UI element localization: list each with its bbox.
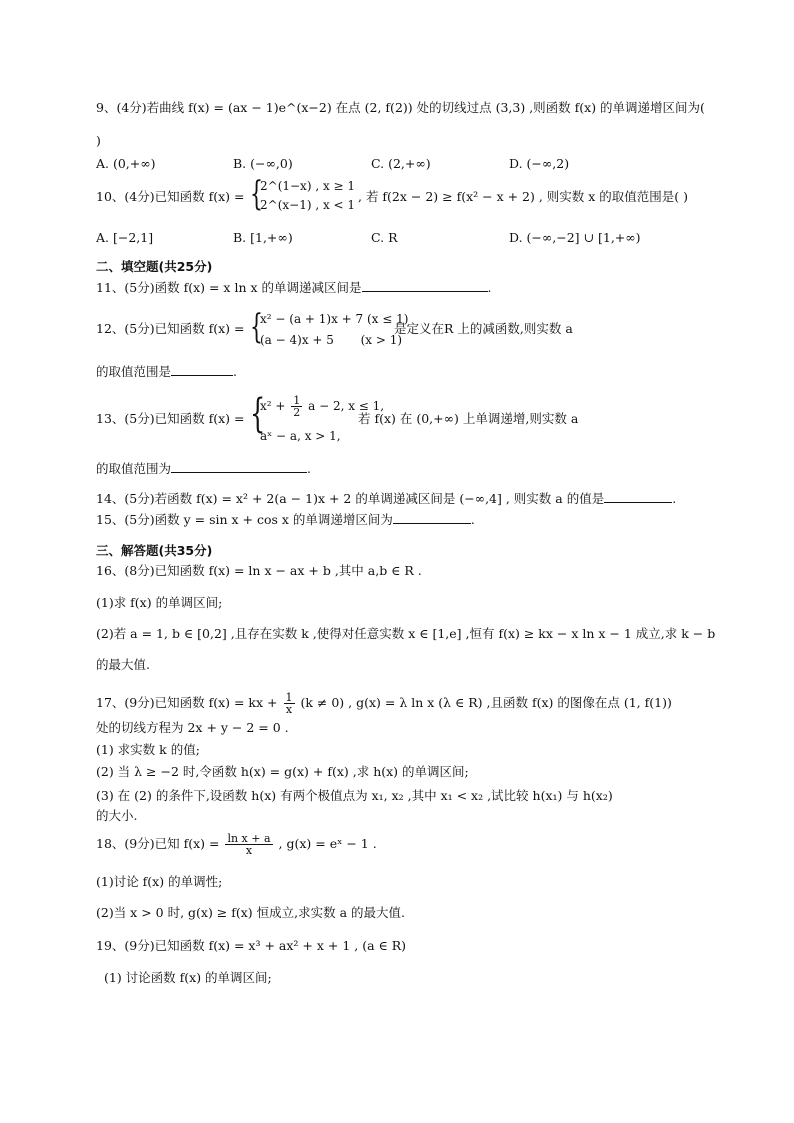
q13-end: . — [307, 461, 311, 476]
q10-option-d: D. (−∞,−2] ∪ [1,+∞) — [509, 230, 641, 245]
q11-answer-blank[interactable] — [362, 279, 488, 292]
q13-line2 — [96, 460, 311, 478]
q13-case1-pre: x² + — [260, 399, 286, 413]
q12-case1: x² − (a + 1)x + 7 (x ≤ 1) — [260, 312, 409, 326]
q12-prefix: 12、(5分)已知函数 f(x) = — [96, 321, 245, 336]
q12-suffix: 是定义在R 上的减函数,则实数 a — [394, 321, 573, 336]
q11-text: 11、(5分)函数 f(x) = x ln x 的单调递减区间是 — [96, 280, 362, 295]
q10-option-b: B. [1,+∞) — [233, 230, 293, 245]
q9-stem: 9、(4分)若曲线 f(x) = (ax − 1)e^(x−2) 在点 (2, f(2)) 处的切线过点 (3,3) ,则函数 f(x) 的单调递增区间为( — [96, 100, 705, 115]
q18-part1: (1)讨论 f(x) 的单调性; — [96, 874, 223, 889]
q13-brace: { — [250, 391, 266, 437]
q10-brace: { — [250, 174, 263, 214]
q13-frac-den: 2 — [293, 406, 301, 419]
q17-part3: (3) 在 (2) 的条件下,设函数 h(x) 有两个极值点为 x₁, x₂ ,其中 x₁ < x₂ ,试比较 h(x₁) 与 h(x₂) — [96, 788, 613, 803]
q17-part1: (1) 求实数 k 的值; — [96, 742, 200, 757]
q18-part2: (2)当 x > 0 时, g(x) ≥ f(x) 恒成立,求实数 a 的最大值. — [96, 905, 405, 920]
q19-stem: 19、(9分)已知函数 f(x) = x³ + ax² + x + 1 , (a ∈ R) — [96, 938, 407, 953]
q14-text: 14、(5分)若函数 f(x) = x² + 2(a − 1)x + 2 的单调递减区间是 (−∞,4] , 则实数 a 的值是 — [96, 491, 605, 506]
q15-answer-blank[interactable] — [393, 511, 471, 524]
section-fill-blank-heading: 二、填空题(共25分) — [96, 259, 213, 274]
q18-frac-den: x — [245, 844, 253, 857]
q14 — [96, 490, 676, 508]
q17-part2: (2) 当 λ ≥ −2 时,令函数 h(x) = g(x) + f(x) ,求 h(x) 的单调区间; — [96, 764, 469, 779]
q13-case1-fraction — [291, 395, 302, 418]
q15-end: . — [470, 512, 475, 527]
q16-part2-cont: 的最大值. — [96, 657, 150, 672]
q10-suffix: , 若 f(2x − 2) ≥ f(x² − x + 2) , 则实数 x 的取值范围是( ) — [358, 189, 689, 204]
q15-text: 15、(5分)函数 y = sin x + cos x 的单调递增区间为 — [96, 512, 393, 527]
q10-prefix: 10、(4分)已知函数 f(x) = — [96, 189, 245, 204]
section-answer-heading: 三、解答题(共35分) — [96, 543, 213, 558]
q10-option-c: C. R — [371, 230, 398, 245]
q16-part1: (1)求 f(x) 的单调区间; — [96, 595, 223, 610]
q17-frac-num: 1 — [285, 691, 293, 704]
q12-end: . — [233, 364, 237, 379]
q18-stem-post: , g(x) = eˣ − 1 . — [278, 836, 377, 851]
q18-stem-pre: 18、(9分)已知 f(x) = — [96, 836, 220, 851]
q13-prefix: 13、(5分)已知函数 f(x) = — [96, 411, 245, 426]
q13-frac-num: 1 — [293, 394, 301, 407]
q17-stem — [96, 692, 672, 715]
q12-line2-text: 的取值范围是 — [96, 364, 172, 379]
q18-fraction — [225, 833, 272, 856]
q11 — [96, 279, 492, 297]
q18-stem — [96, 833, 377, 856]
q9-stem-tail: ) — [96, 133, 101, 148]
q13-answer-blank[interactable] — [171, 460, 307, 473]
q14-end: . — [672, 491, 677, 506]
q13-case2: aˣ − a, x > 1, — [260, 429, 341, 443]
q17-stem-post: (k ≠ 0) , g(x) = λ ln x (λ ∈ R) ,且函数 f(x) 的图像在点 (1, f(1)) — [300, 695, 672, 710]
q19-part1: (1) 讨论函数 f(x) 的单调区间; — [104, 970, 272, 985]
q17-stem-pre: 17、(9分)已知函数 f(x) = kx + — [96, 695, 278, 710]
q9-option-c: C. (2,+∞) — [371, 156, 431, 171]
q10-option-a: A. [−2,1] — [96, 230, 154, 245]
q9-option-d: D. (−∞,2) — [509, 156, 570, 171]
q17-frac-den: x — [285, 703, 293, 716]
q13-suffix: 若 f(x) 在 (0,+∞) 上单调递增,则实数 a — [358, 411, 579, 426]
q9-option-a: A. (0,+∞) — [96, 156, 156, 171]
q18-frac-num: ln x + a — [227, 832, 271, 845]
q12-brace: { — [250, 307, 263, 347]
q9-option-b: B. (−∞,0) — [233, 156, 293, 171]
q10-case2: 2^(x−1) , x < 1 — [260, 198, 356, 212]
q17-part3-cont: 的大小. — [96, 808, 138, 823]
q13-line2-text: 的取值范围为 — [96, 461, 172, 476]
q12-answer-blank[interactable] — [171, 363, 233, 376]
q16-stem: 16、(8分)已知函数 f(x) = ln x − ax + b ,其中 a,b ∈ R . — [96, 563, 422, 578]
q17-fraction — [284, 692, 295, 715]
q16-part2: (2)若 a = 1, b ∈ [0,2] ,且存在实数 k ,使得对任意实数 x ∈ [1,e] ,恒有 f(x) ≥ kx − x ln x − 1 成立,求 k − b — [96, 626, 716, 641]
q17-stem2: 处的切线方程为 2x + y − 2 = 0 . — [96, 720, 289, 735]
q11-end: . — [487, 280, 492, 295]
q14-answer-blank[interactable] — [604, 490, 672, 503]
q13-case1-post: a − 2, x ≤ 1, — [308, 399, 385, 413]
q10-case1: 2^(1−x) , x ≥ 1 — [260, 179, 356, 193]
q15 — [96, 511, 475, 529]
q12-case2: (a − 4)x + 5 (x > 1) — [260, 333, 403, 347]
q12-line2 — [96, 363, 237, 381]
